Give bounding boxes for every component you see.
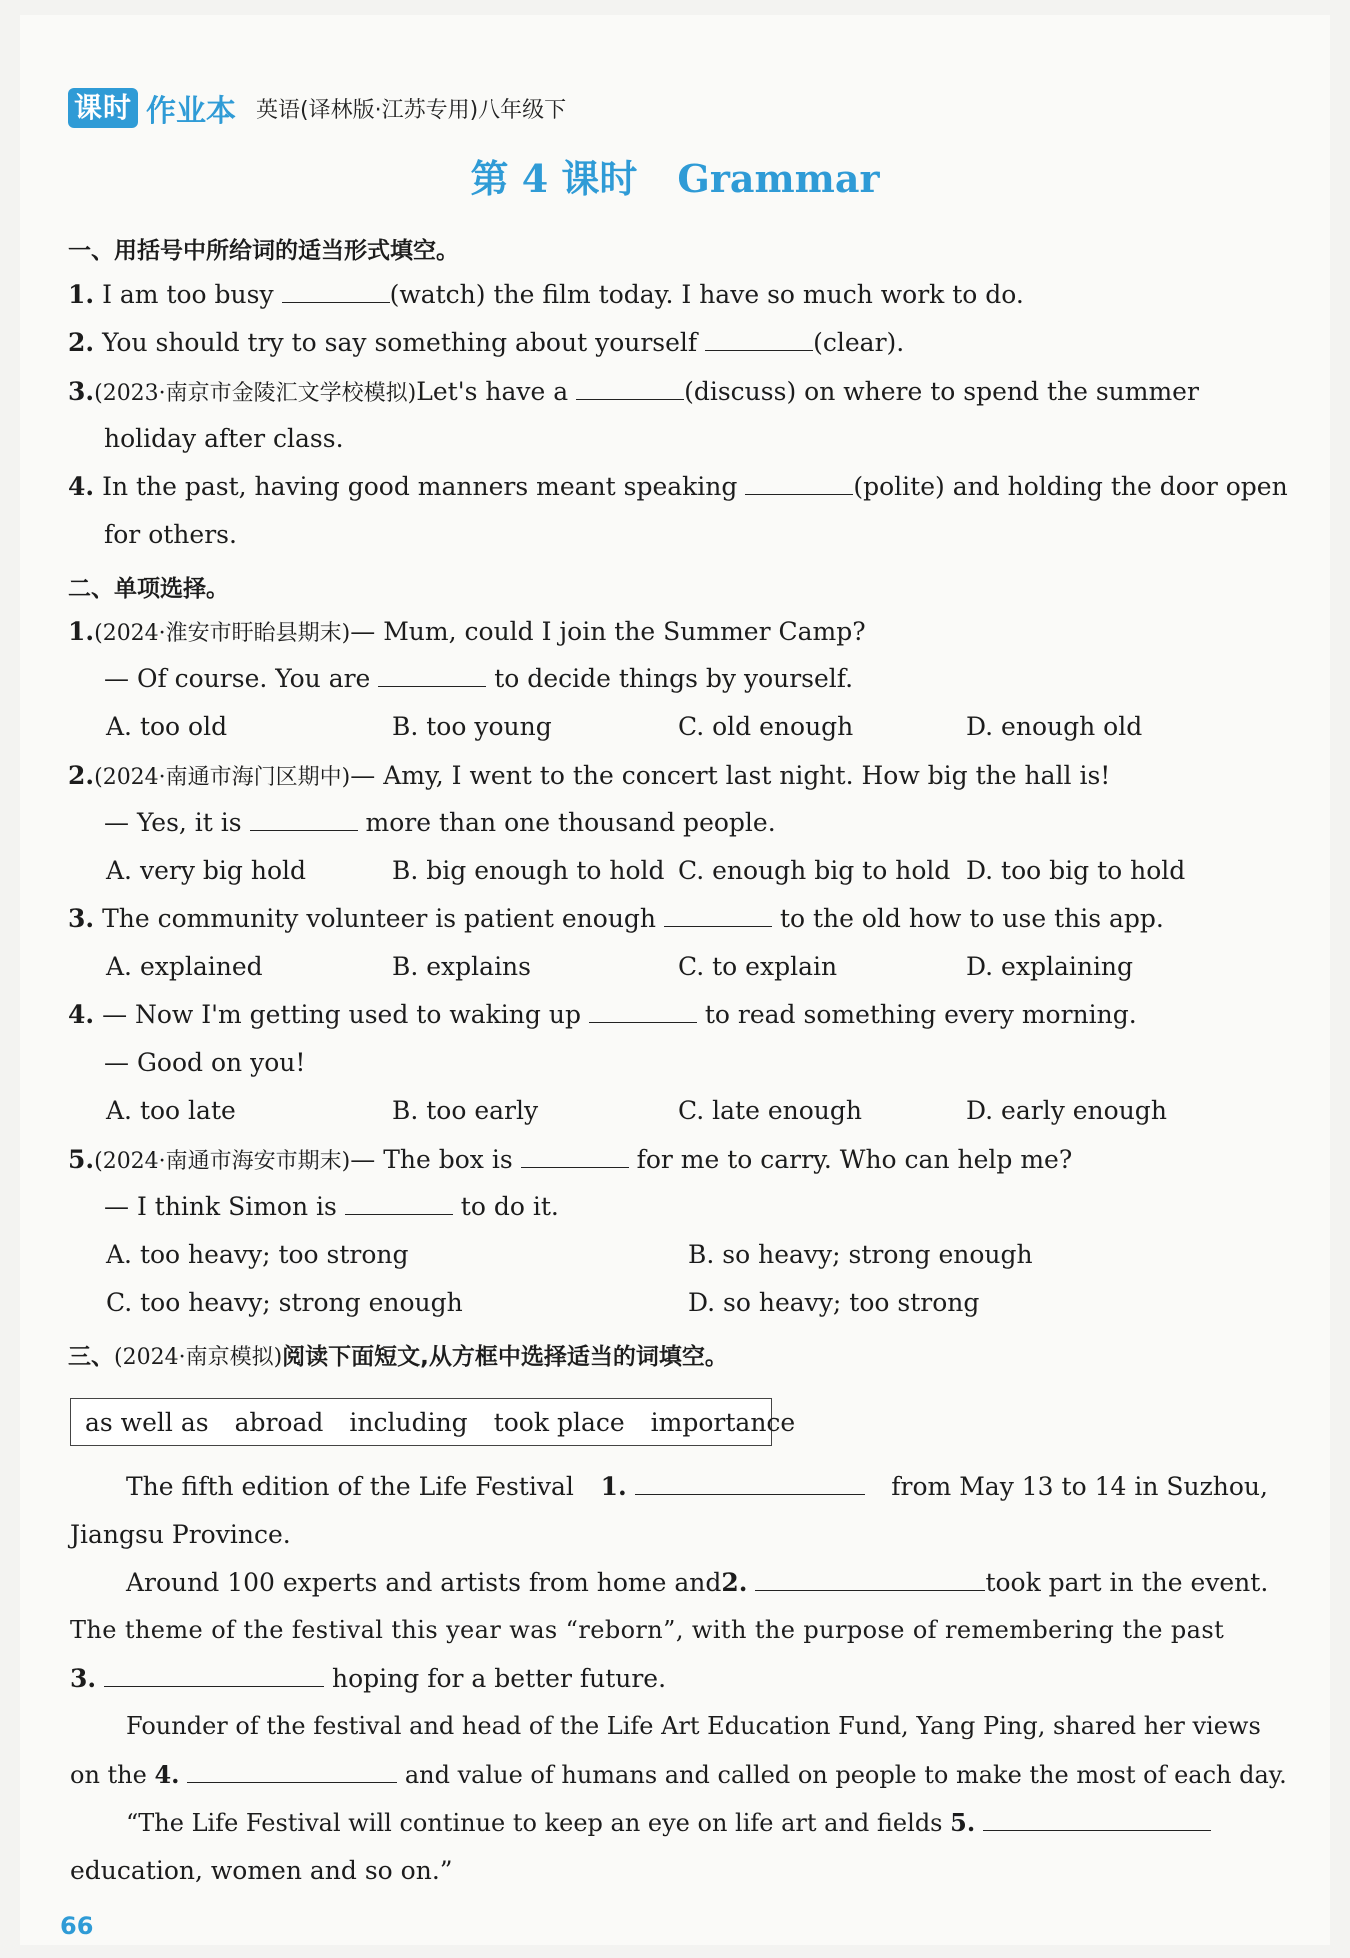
question-text: — Yes, it is xyxy=(104,808,242,837)
question-text: Let's have a xyxy=(416,377,569,406)
question-number: 1. xyxy=(68,280,95,309)
passage-line-5 xyxy=(70,1664,666,1693)
option-b[interactable]: B. explains xyxy=(392,952,531,981)
p2-question-1 xyxy=(68,616,866,647)
question-source: (2024·南通市海安市期末) xyxy=(94,1149,351,1174)
word-bank-item: importance xyxy=(650,1407,796,1437)
passage-line-3 xyxy=(126,1568,1268,1597)
question-text: to the old how to use this app. xyxy=(779,904,1164,933)
answer-blank[interactable] xyxy=(576,377,684,400)
question-text: — The box is xyxy=(350,1145,513,1174)
passage-text: took part in the event. xyxy=(985,1568,1269,1597)
question-text: I am too busy xyxy=(102,280,274,309)
blank-number: 4. xyxy=(154,1760,180,1789)
option-a[interactable]: A. explained xyxy=(106,952,263,981)
p2-question-2 xyxy=(68,760,1110,791)
question-text: (discuss) on where to spend the summer xyxy=(684,377,1199,406)
answer-blank[interactable] xyxy=(521,1145,629,1168)
p1-question-3-cont: holiday after class. xyxy=(104,424,344,453)
question-text: (polite) and holding the door open xyxy=(853,472,1288,501)
part3-title xyxy=(68,1338,728,1371)
option-d[interactable]: D. so heavy; too strong xyxy=(688,1288,980,1317)
passage-line-4: The theme of the festival this year was “reborn”, with the purpose of remembering the past xyxy=(70,1616,1225,1644)
p2-question-4 xyxy=(68,1000,1137,1029)
option-c[interactable]: C. enough big to hold xyxy=(678,856,951,885)
question-number: 4. xyxy=(68,472,95,501)
option-c[interactable]: C. too heavy; strong enough xyxy=(106,1288,463,1317)
logo xyxy=(68,86,236,130)
passage-line-2: Jiangsu Province. xyxy=(70,1520,291,1549)
p2-question-4-line2: — Good on you! xyxy=(104,1048,306,1077)
p1-question-3 xyxy=(68,376,1199,407)
option-a[interactable]: A. too old xyxy=(106,712,228,741)
question-text: — Mum, could I join the Summer Camp? xyxy=(350,617,866,646)
question-number: 2. xyxy=(68,761,95,790)
answer-blank[interactable] xyxy=(104,1664,324,1687)
question-text: to do it. xyxy=(460,1192,559,1221)
question-text: more than one thousand people. xyxy=(365,808,776,837)
option-c[interactable]: C. old enough xyxy=(678,712,854,741)
p1-question-4 xyxy=(68,472,1288,501)
lesson-topic: Grammar xyxy=(677,156,880,201)
answer-blank[interactable] xyxy=(250,808,358,831)
question-text: — Now I'm getting used to waking up xyxy=(102,1000,581,1029)
question-text: — Amy, I went to the concert last night. How big the hall is! xyxy=(350,761,1111,790)
passage-text: on the xyxy=(70,1761,147,1789)
answer-blank[interactable] xyxy=(345,1192,453,1215)
p2-question-2-line2 xyxy=(104,808,776,837)
question-text: for me to carry. Who can help me? xyxy=(636,1145,1073,1174)
word-bank-item: abroad xyxy=(234,1407,324,1437)
p2-question-1-line2 xyxy=(104,664,853,693)
answer-blank[interactable] xyxy=(664,904,772,927)
option-b[interactable]: B. too early xyxy=(392,1096,539,1125)
passage-text: from May 13 to 14 in Suzhou, xyxy=(891,1472,1268,1501)
answer-blank[interactable] xyxy=(705,328,813,351)
logo-badge: 课时 xyxy=(68,88,138,128)
option-a[interactable]: A. very big hold xyxy=(106,856,306,885)
passage-text: Around 100 experts and artists from home and xyxy=(126,1568,722,1597)
question-text: — Of course. You are xyxy=(104,664,371,693)
option-d[interactable]: D. enough old xyxy=(966,712,1143,741)
option-d[interactable]: D. too big to hold xyxy=(966,856,1186,885)
p1-question-4-cont: for others. xyxy=(104,520,237,549)
section-number: 三、 xyxy=(68,1344,114,1370)
answer-blank[interactable] xyxy=(745,472,853,495)
option-b[interactable]: B. so heavy; strong enough xyxy=(688,1240,1033,1269)
lesson-number: 第 4 课时 xyxy=(470,156,638,201)
answer-blank[interactable] xyxy=(983,1808,1211,1831)
part2-title: 二、单项选择。 xyxy=(68,576,229,602)
word-bank-item: including xyxy=(349,1407,468,1437)
question-number: 3. xyxy=(68,377,95,406)
word-bank-item: took place xyxy=(493,1407,625,1437)
passage-line-8 xyxy=(126,1808,1211,1837)
question-number: 3. xyxy=(68,904,95,933)
passage-line-1 xyxy=(126,1472,1268,1501)
passage-text: and value of humans and called on people to make the most of each day. xyxy=(404,1761,1287,1789)
question-number: 5. xyxy=(68,1145,95,1174)
question-number: 4. xyxy=(68,1000,95,1029)
passage-text: The fifth edition of the Life Festival xyxy=(126,1472,574,1501)
answer-blank[interactable] xyxy=(589,1000,697,1023)
question-text: to decide things by yourself. xyxy=(494,664,854,693)
question-text: (clear). xyxy=(813,328,905,357)
p2-question-5 xyxy=(68,1144,1072,1175)
option-b[interactable]: B. big enough to hold xyxy=(392,856,665,885)
question-text: to read something every morning. xyxy=(704,1000,1137,1029)
blank-number: 5. xyxy=(950,1808,976,1837)
answer-blank[interactable] xyxy=(755,1568,985,1591)
part1-title: 一、用括号中所给词的适当形式填空。 xyxy=(68,238,459,264)
passage-text: “The Life Festival will continue to keep an eye on life art and fields xyxy=(126,1809,943,1837)
blank-number: 3. xyxy=(70,1664,97,1693)
answer-blank[interactable] xyxy=(187,1760,397,1783)
option-c[interactable]: C. to explain xyxy=(678,952,838,981)
section-instruction: 阅读下面短文,从方框中选择适当的词填空。 xyxy=(282,1344,728,1370)
passage-text: hoping for a better future. xyxy=(332,1664,667,1693)
question-text: — I think Simon is xyxy=(104,1192,337,1221)
p1-question-2 xyxy=(68,328,904,357)
p2-question-3 xyxy=(68,904,1164,933)
passage-line-6: Founder of the festival and head of the Life Art Education Fund, Yang Ping, shared her views xyxy=(126,1712,1261,1740)
section-source: (2024·南京模拟) xyxy=(114,1345,283,1370)
answer-blank[interactable] xyxy=(635,1472,865,1495)
answer-blank[interactable] xyxy=(282,280,390,303)
option-d[interactable]: D. early enough xyxy=(966,1096,1167,1125)
question-text: You should try to say something about yourself xyxy=(102,328,698,357)
question-source: (2023·南京市金陵汇文学校模拟) xyxy=(94,381,417,406)
p1-question-1 xyxy=(68,280,1024,309)
word-bank xyxy=(70,1398,796,1446)
blank-number: 2. xyxy=(721,1568,748,1597)
question-source: (2024·淮安市盱眙县期末) xyxy=(94,621,351,646)
option-a[interactable]: A. too heavy; too strong xyxy=(106,1240,409,1269)
page-header xyxy=(68,86,566,130)
word-bank-item: as well as xyxy=(85,1407,209,1437)
lesson-title xyxy=(0,148,1350,203)
question-text: (watch) the film today. I have so much work to do. xyxy=(389,280,1024,309)
passage-line-7 xyxy=(70,1760,1287,1789)
answer-blank[interactable] xyxy=(378,664,486,687)
question-number: 1. xyxy=(68,617,95,646)
p2-question-5-line2 xyxy=(104,1192,559,1221)
option-c[interactable]: C. late enough xyxy=(678,1096,862,1125)
option-d[interactable]: D. explaining xyxy=(966,952,1134,981)
question-source: (2024·南通市海门区期中) xyxy=(94,765,351,790)
question-text: The community volunteer is patient enough xyxy=(102,904,657,933)
page-number: 66 xyxy=(60,1912,94,1940)
blank-number: 1. xyxy=(600,1472,627,1501)
series-name: 作业本 xyxy=(146,94,237,129)
question-number: 2. xyxy=(68,328,95,357)
book-title: 英语(译林版·江苏专用)八年级下 xyxy=(256,97,567,123)
passage-line-9: education, women and so on.” xyxy=(70,1856,453,1885)
question-text: In the past, having good manners meant speaking xyxy=(102,472,738,501)
option-b[interactable]: B. too young xyxy=(392,712,552,741)
option-a[interactable]: A. too late xyxy=(106,1096,236,1125)
